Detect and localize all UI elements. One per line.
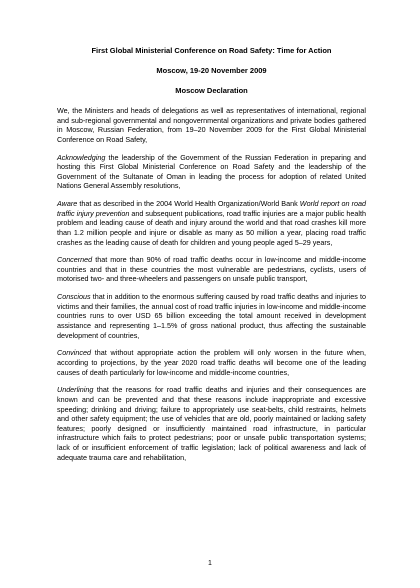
paragraph-lead: Underlining [57, 385, 94, 395]
conference-title: First Global Ministerial Conference on Road Safety: Time for Action [91, 46, 332, 55]
paragraph-lead: Conscious [57, 292, 91, 302]
paragraph-acknowledging [57, 153, 366, 191]
paragraph-text: that more than 90% of road traffic deaths occur in low-income and middle-income countries and that in these countries the most vulnerable are pedestrians, cyclists, users of motorised two- and three-wheelers and passengers on unsafe public transport, [57, 255, 366, 284]
location-date: Moscow, 19-20 November 2009 [156, 66, 267, 75]
paragraph-lead: Acknowledging [57, 152, 106, 162]
paragraph-lead: Concerned [57, 255, 93, 265]
paragraph-lead: Convinced [57, 348, 91, 358]
paragraph-concerned [57, 255, 366, 284]
paragraph-text: that as described in the 2004 World Health Organization/World Bank [77, 199, 300, 209]
page-number: 1 [208, 560, 212, 567]
report-title: World report on road traffic injury prevention [57, 199, 366, 218]
paragraph-aware [57, 199, 366, 247]
paragraph-underlining [57, 385, 366, 462]
paragraph-text: that without appropriate action the problem will only worsen in the future when, according to projections, by the year 2020 road traffic deaths will become one of the leading causes of death particularly for low-income and middle-income countries, [57, 348, 366, 377]
paragraph-text: that the reasons for road traffic deaths and injuries and their consequences are known and can be prevented and that these reasons include inappropriate and excessive speeding; drinking and driving; failure to appropriately use seat-belts, child restraints, helmets and other safety equipment; the use of vehicles that are old, poorly maintained or lacking safety features; poorly designed or insufficiently maintained road infrastructure, in particular infrastructure which fails to protect pedestrians; poor or unsafe public transportation systems; lack of or insufficient enforcement of traffic legislation; lack of political awareness and lack of adequate trauma care and rehabilitation, [57, 385, 366, 462]
paragraph-text: that in addition to the enormous suffering caused by road traffic deaths and injuries to victims and their families, the annual cost of road traffic injuries in low-income and middle-income countries runs to over USD 65 billion exceeding the total amount received in development assistance and representing 1–1.5% of gross national product, thus affecting the sustainable development of countries, [57, 292, 366, 340]
paragraph-text: and subsequent publications, road traffic injuries are a major public health problem and leading cause of death and injury around the world and that road crashes kill more than 1.2 million people and injure or disable as many as 50 million a year, placing road traffic crashes as the leading cause of death for children and young people aged 5–29 years, [57, 208, 366, 247]
intro-paragraph: We, the Ministers and heads of delegations as well as representatives of international, regional and sub-regional governmental and nongovernmental organizations and private bodies gathered in Moscow, Russian Federation, from 19–20 November 2009 for the First Global Ministerial Conference on Road Safety, [57, 106, 366, 144]
paragraph-convinced [57, 348, 366, 377]
declaration-title: Moscow Declaration [175, 86, 248, 95]
paragraph-lead: Aware [57, 199, 78, 209]
paragraph-text: the leadership of the Government of the Russian Federation in preparing and hosting this First Global Ministerial Conference on Road Safety and the leadership of the Government of the Sultanate of Oman in leading the process for adoption of related United Nations General Assembly resolutions, [57, 152, 366, 191]
paragraph-conscious [57, 292, 366, 340]
